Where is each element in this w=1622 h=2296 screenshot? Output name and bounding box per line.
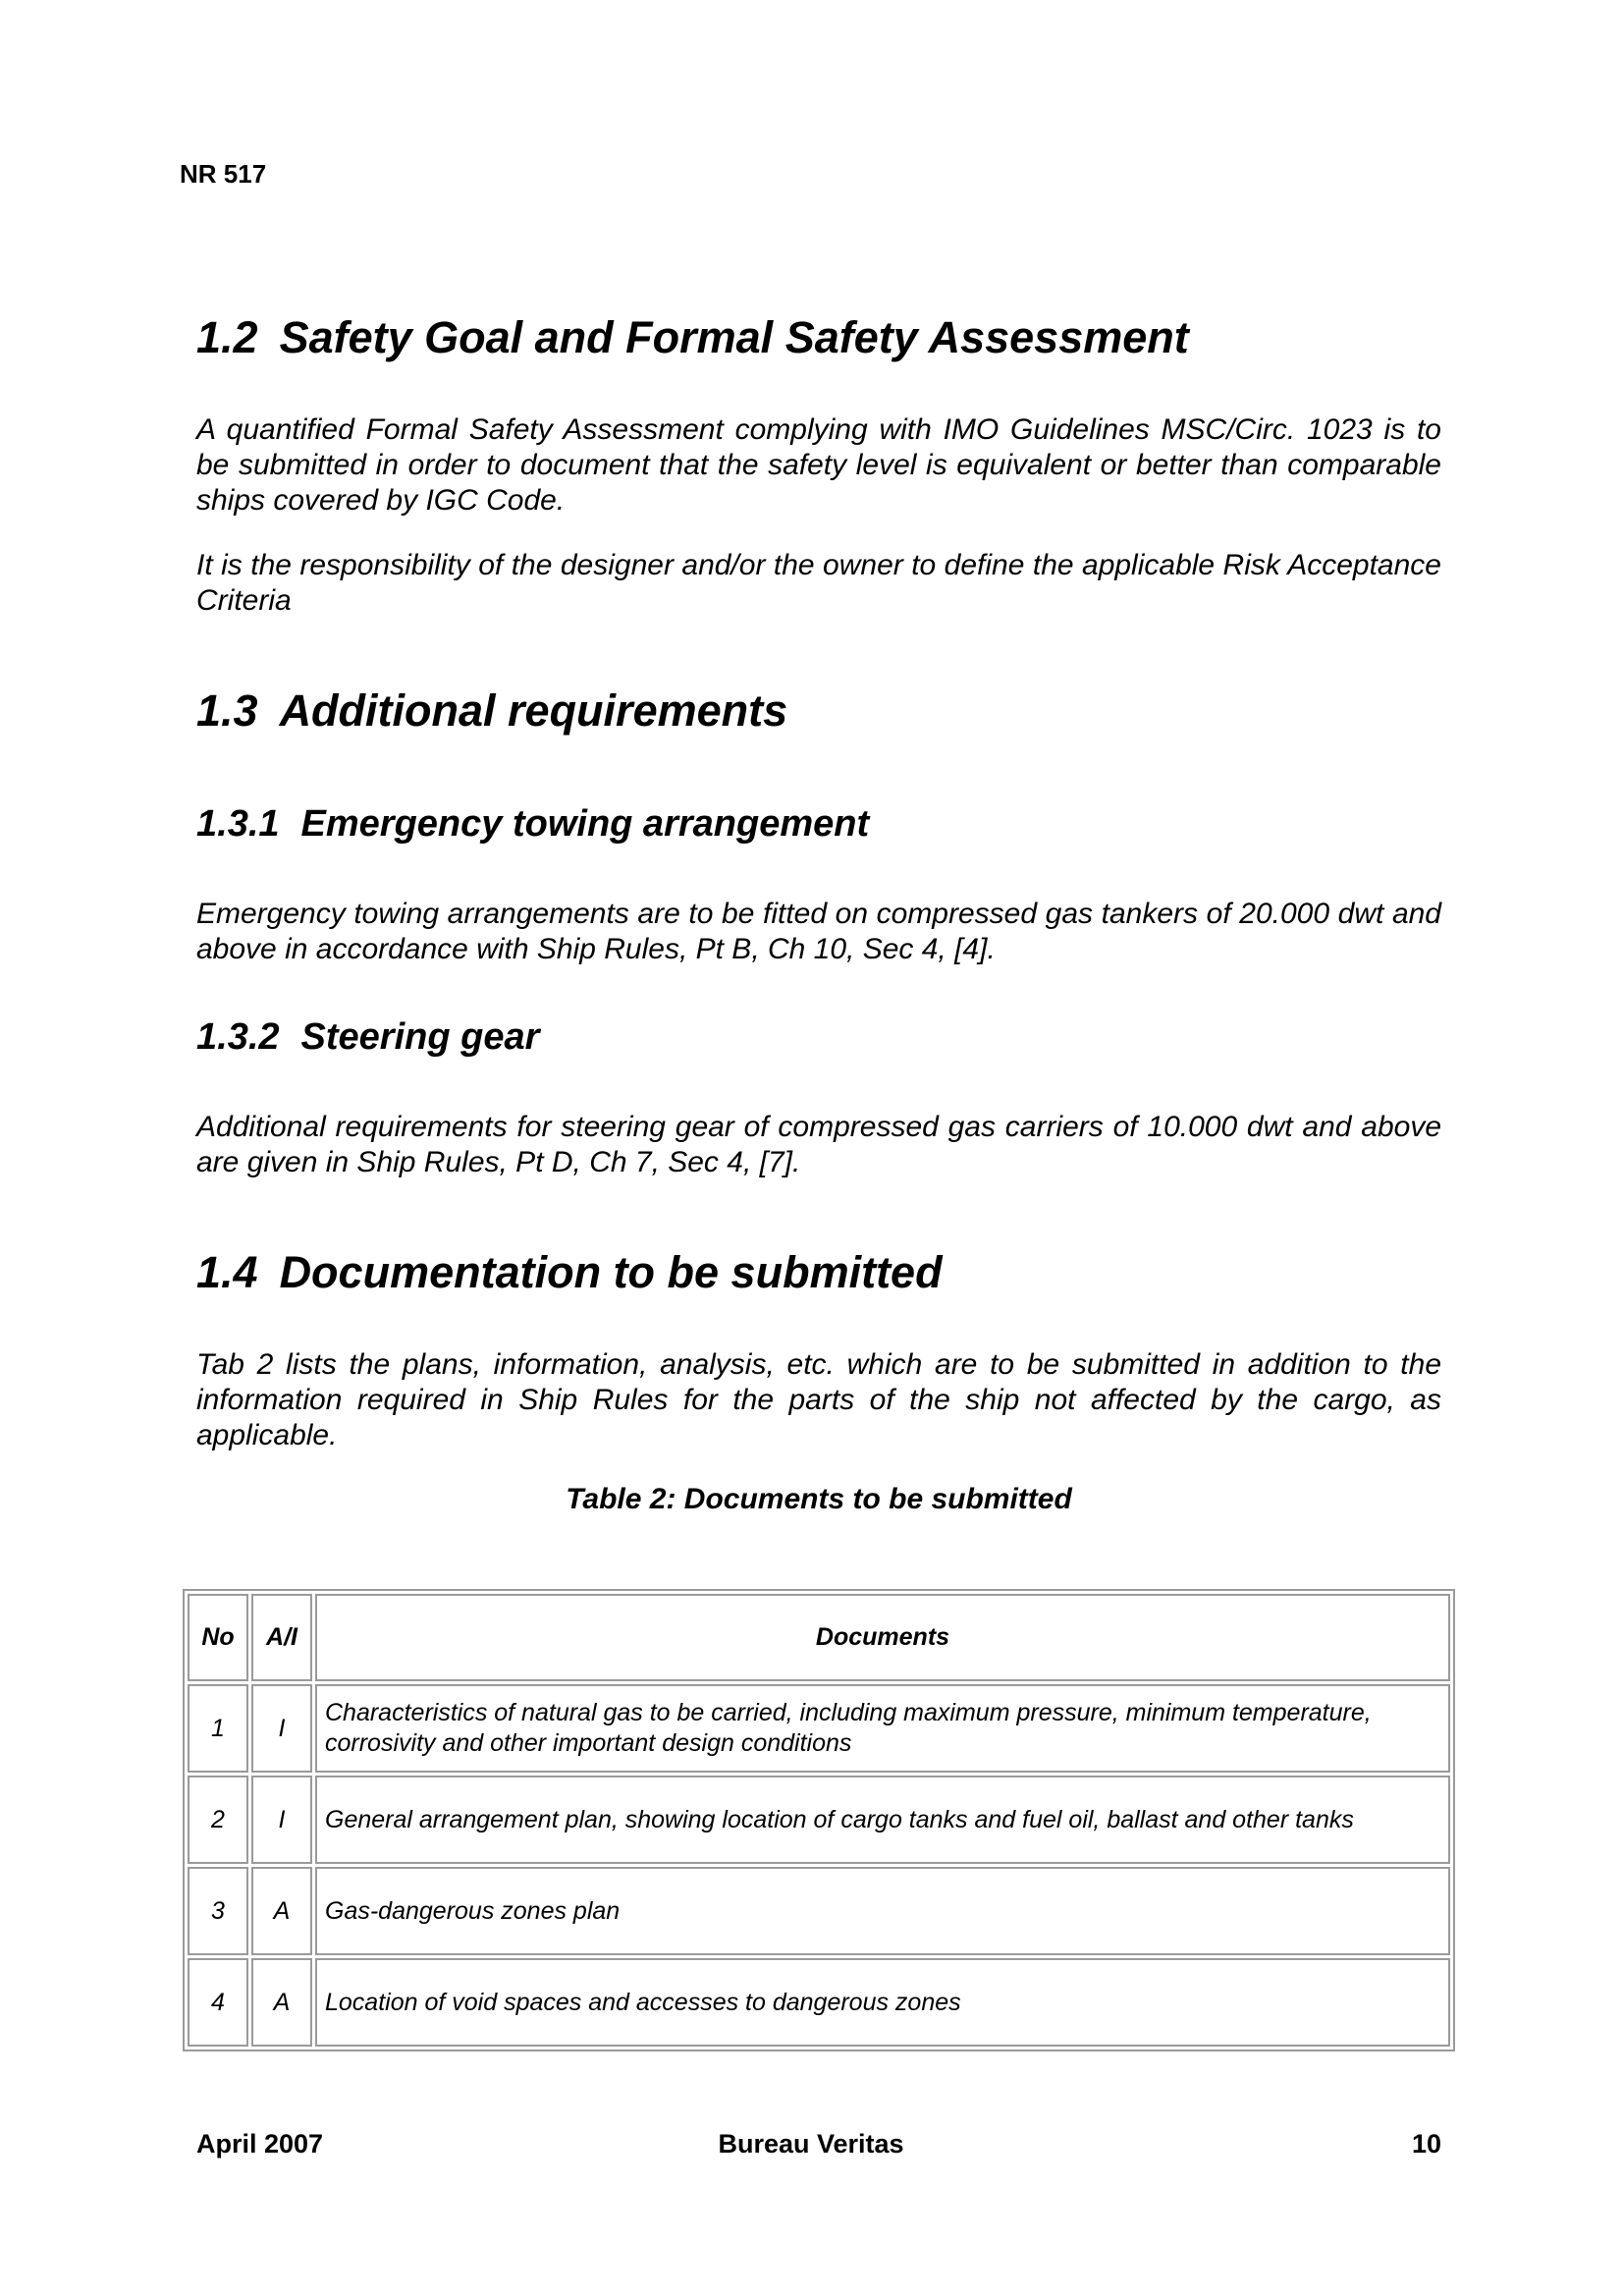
section-number: 1.3.1: [196, 803, 280, 845]
section-title: Additional requirements: [279, 685, 788, 736]
section-1-2-paragraph-1: A quantified Formal Safety Assessment complying with IMO Guidelines MSC/Circ. 1023 is to be submitted in order to document that the safety level is equivalent or better than comparable ships covered by IGC Code.: [196, 413, 1441, 517]
header-no: No: [188, 1594, 248, 1681]
cell-document: Gas-dangerous zones plan: [315, 1867, 1450, 1955]
footer-publisher: Bureau Veritas: [718, 2129, 904, 2159]
section-1-3-heading: [196, 685, 787, 737]
table-row: [188, 1776, 1450, 1864]
cell-ai: A: [251, 1867, 312, 1955]
cell-ai: A: [251, 1958, 312, 2047]
table-header-row: [188, 1594, 1450, 1681]
footer-date: April 2007: [196, 2129, 324, 2159]
section-number: 1.3.2: [196, 1016, 280, 1058]
section-title: Steering gear: [300, 1016, 540, 1058]
cell-no: 3: [188, 1867, 248, 1955]
section-title: Safety Goal and Formal Safety Assessment: [279, 312, 1189, 362]
cell-ai: I: [251, 1684, 312, 1773]
section-1-3-1-heading: [196, 803, 869, 846]
cell-document: General arrangement plan, showing location of cargo tanks and fuel oil, ballast and other tanks: [315, 1776, 1450, 1864]
footer-page-number: 10: [1411, 2129, 1441, 2159]
section-number: 1.2: [196, 312, 258, 362]
cell-document: Characteristics of natural gas to be carried, including maximum pressure, minimum temperature, corrosivity and other important design conditions: [315, 1684, 1450, 1773]
section-number: 1.4: [196, 1247, 258, 1297]
table-row: [188, 1867, 1450, 1955]
header-ai: A/I: [251, 1594, 312, 1681]
cell-no: 4: [188, 1958, 248, 2047]
section-1-2-paragraph-2: It is the responsibility of the designer and/or the owner to define the applicable Risk Acceptance Criteria: [196, 549, 1441, 617]
table-row: [188, 1958, 1450, 2047]
section-1-2-heading: [196, 312, 1189, 363]
section-title: Emergency towing arrangement: [300, 803, 870, 845]
section-1-4-heading: [196, 1247, 943, 1298]
section-1-3-2-paragraph: Additional requirements for steering gear of compressed gas carriers of 10.000 dwt and above are given in Ship Rules, Pt D, Ch 7, Sec 4, [7].: [196, 1111, 1441, 1178]
cell-ai: I: [251, 1776, 312, 1864]
section-1-3-1-paragraph: Emergency towing arrangements are to be fitted on compressed gas tankers of 20.000 dwt and above in accordance with Ship Rules, Pt B, Ch 10, Sec 4, [4].: [196, 898, 1441, 965]
table-caption: Table 2: Documents to be submitted: [566, 1483, 1072, 1515]
cell-document: Location of void spaces and accesses to dangerous zones: [315, 1958, 1450, 2047]
section-number: 1.3: [196, 685, 258, 736]
cell-no: 2: [188, 1776, 248, 1864]
section-1-4-paragraph: Tab 2 lists the plans, information, analysis, etc. which are to be submitted in addition to the information required in Ship Rules for the parts of the ship not affected by the cargo, as applicable.: [196, 1348, 1441, 1451]
section-title: Documentation to be submitted: [279, 1247, 943, 1297]
document-id: NR 517: [180, 159, 267, 189]
section-1-3-2-heading: [196, 1016, 539, 1059]
cell-no: 1: [188, 1684, 248, 1773]
header-documents: Documents: [315, 1594, 1450, 1681]
table-row: [188, 1684, 1450, 1773]
documents-table: [183, 1589, 1455, 2051]
